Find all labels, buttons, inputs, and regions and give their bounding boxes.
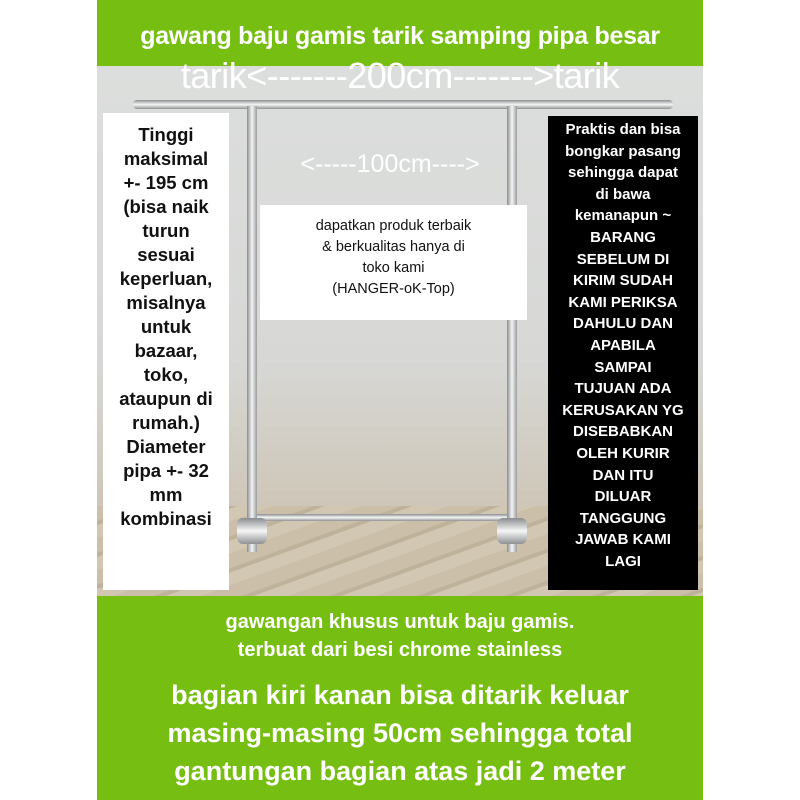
lbox-line: rumah.) — [132, 412, 200, 433]
lbox-line: turun — [142, 220, 190, 241]
lbox-line: pipa +- 32 — [123, 460, 209, 481]
lbox-line: keperluan, — [119, 268, 213, 289]
footer-subtitle-line: terbuat dari besi chrome stainless — [237, 639, 563, 661]
rbox-line: kemanapun ~ — [574, 207, 672, 225]
rbox-line: TUJUAN ADA — [574, 380, 672, 398]
footer-description-line: bagian kiri kanan bisa ditarik keluar — [171, 680, 629, 710]
lbox-line: maksimal — [123, 148, 209, 169]
shipping-note-panel — [548, 116, 698, 590]
footer-description — [97, 676, 703, 790]
banner-title: gawang baju gamis tarik samping pipa besar — [140, 22, 660, 50]
rbox-line: APABILA — [590, 336, 656, 354]
lbox-line: kombinasi — [120, 508, 212, 529]
rbox-line: SAMPAI — [594, 358, 652, 376]
lbox-line: sesuai — [137, 244, 195, 265]
width-dimension-label: tarik<-------200cm------->tarik — [180, 55, 620, 96]
lbox-line: Tinggi — [138, 124, 194, 145]
right-foot — [497, 518, 527, 544]
rbox-line: di bawa — [595, 185, 651, 203]
mbox-line: dapatkan produk terbaik — [315, 218, 472, 234]
lbox-line: untuk — [140, 316, 192, 337]
mbox-line: (HANGER-oK-Top) — [332, 281, 455, 297]
lbox-line: misalnya — [126, 292, 206, 313]
rbox-line: KERUSAKAN YG — [562, 401, 684, 419]
lbox-line: Diameter — [126, 436, 206, 457]
product-banner — [97, 0, 703, 800]
rbox-line: KAMI PERIKSA — [568, 293, 678, 311]
rbox-line: DAHULU DAN — [573, 315, 673, 333]
rbox-line: KIRIM SUDAH — [573, 272, 673, 290]
rbox-line: DILUAR — [594, 488, 652, 506]
rbox-line: OLEH KURIR — [576, 444, 670, 462]
rbox-line: TANGGUNG — [579, 509, 667, 527]
lbox-line: bazaar, — [134, 340, 198, 361]
mbox-line: toko kami — [362, 260, 425, 276]
lbox-line: toko, — [143, 364, 189, 385]
rbox-line: SEBELUM DI — [576, 250, 670, 268]
footer-subtitle — [97, 608, 703, 664]
lbox-line: ataupun di — [119, 388, 213, 409]
rbox-line: Praktis dan bisa — [565, 121, 681, 138]
lbox-line: (bisa naik — [123, 196, 209, 217]
footer-description-line: masing-masing 50cm sehingga total — [167, 718, 633, 748]
footer-subtitle-line: gawangan khusus untuk baju gamis. — [225, 611, 575, 633]
rbox-line: BARANG — [590, 228, 656, 246]
mbox-line: & berkualitas hanya di — [322, 239, 465, 255]
base-rail — [257, 514, 507, 521]
top-rail — [133, 100, 673, 109]
rbox-line: LAGI — [605, 552, 641, 570]
left-upright — [247, 106, 257, 552]
footer-description-line: gantungan bagian atas jadi 2 meter — [174, 756, 626, 786]
inner-width-label: <-----100cm----> — [300, 150, 480, 178]
promo-panel — [260, 205, 527, 320]
rbox-line: JAWAB KAMI — [575, 531, 671, 549]
rbox-line: DISEBABKAN — [572, 423, 673, 441]
specs-panel — [103, 113, 229, 590]
left-foot — [237, 518, 267, 544]
rbox-line: DAN ITU — [592, 466, 654, 484]
lbox-line: mm — [149, 484, 183, 505]
rbox-line: bongkar pasang — [565, 142, 681, 160]
rbox-line: sehingga dapat — [567, 164, 679, 182]
lbox-line: +- 195 cm — [123, 172, 209, 193]
